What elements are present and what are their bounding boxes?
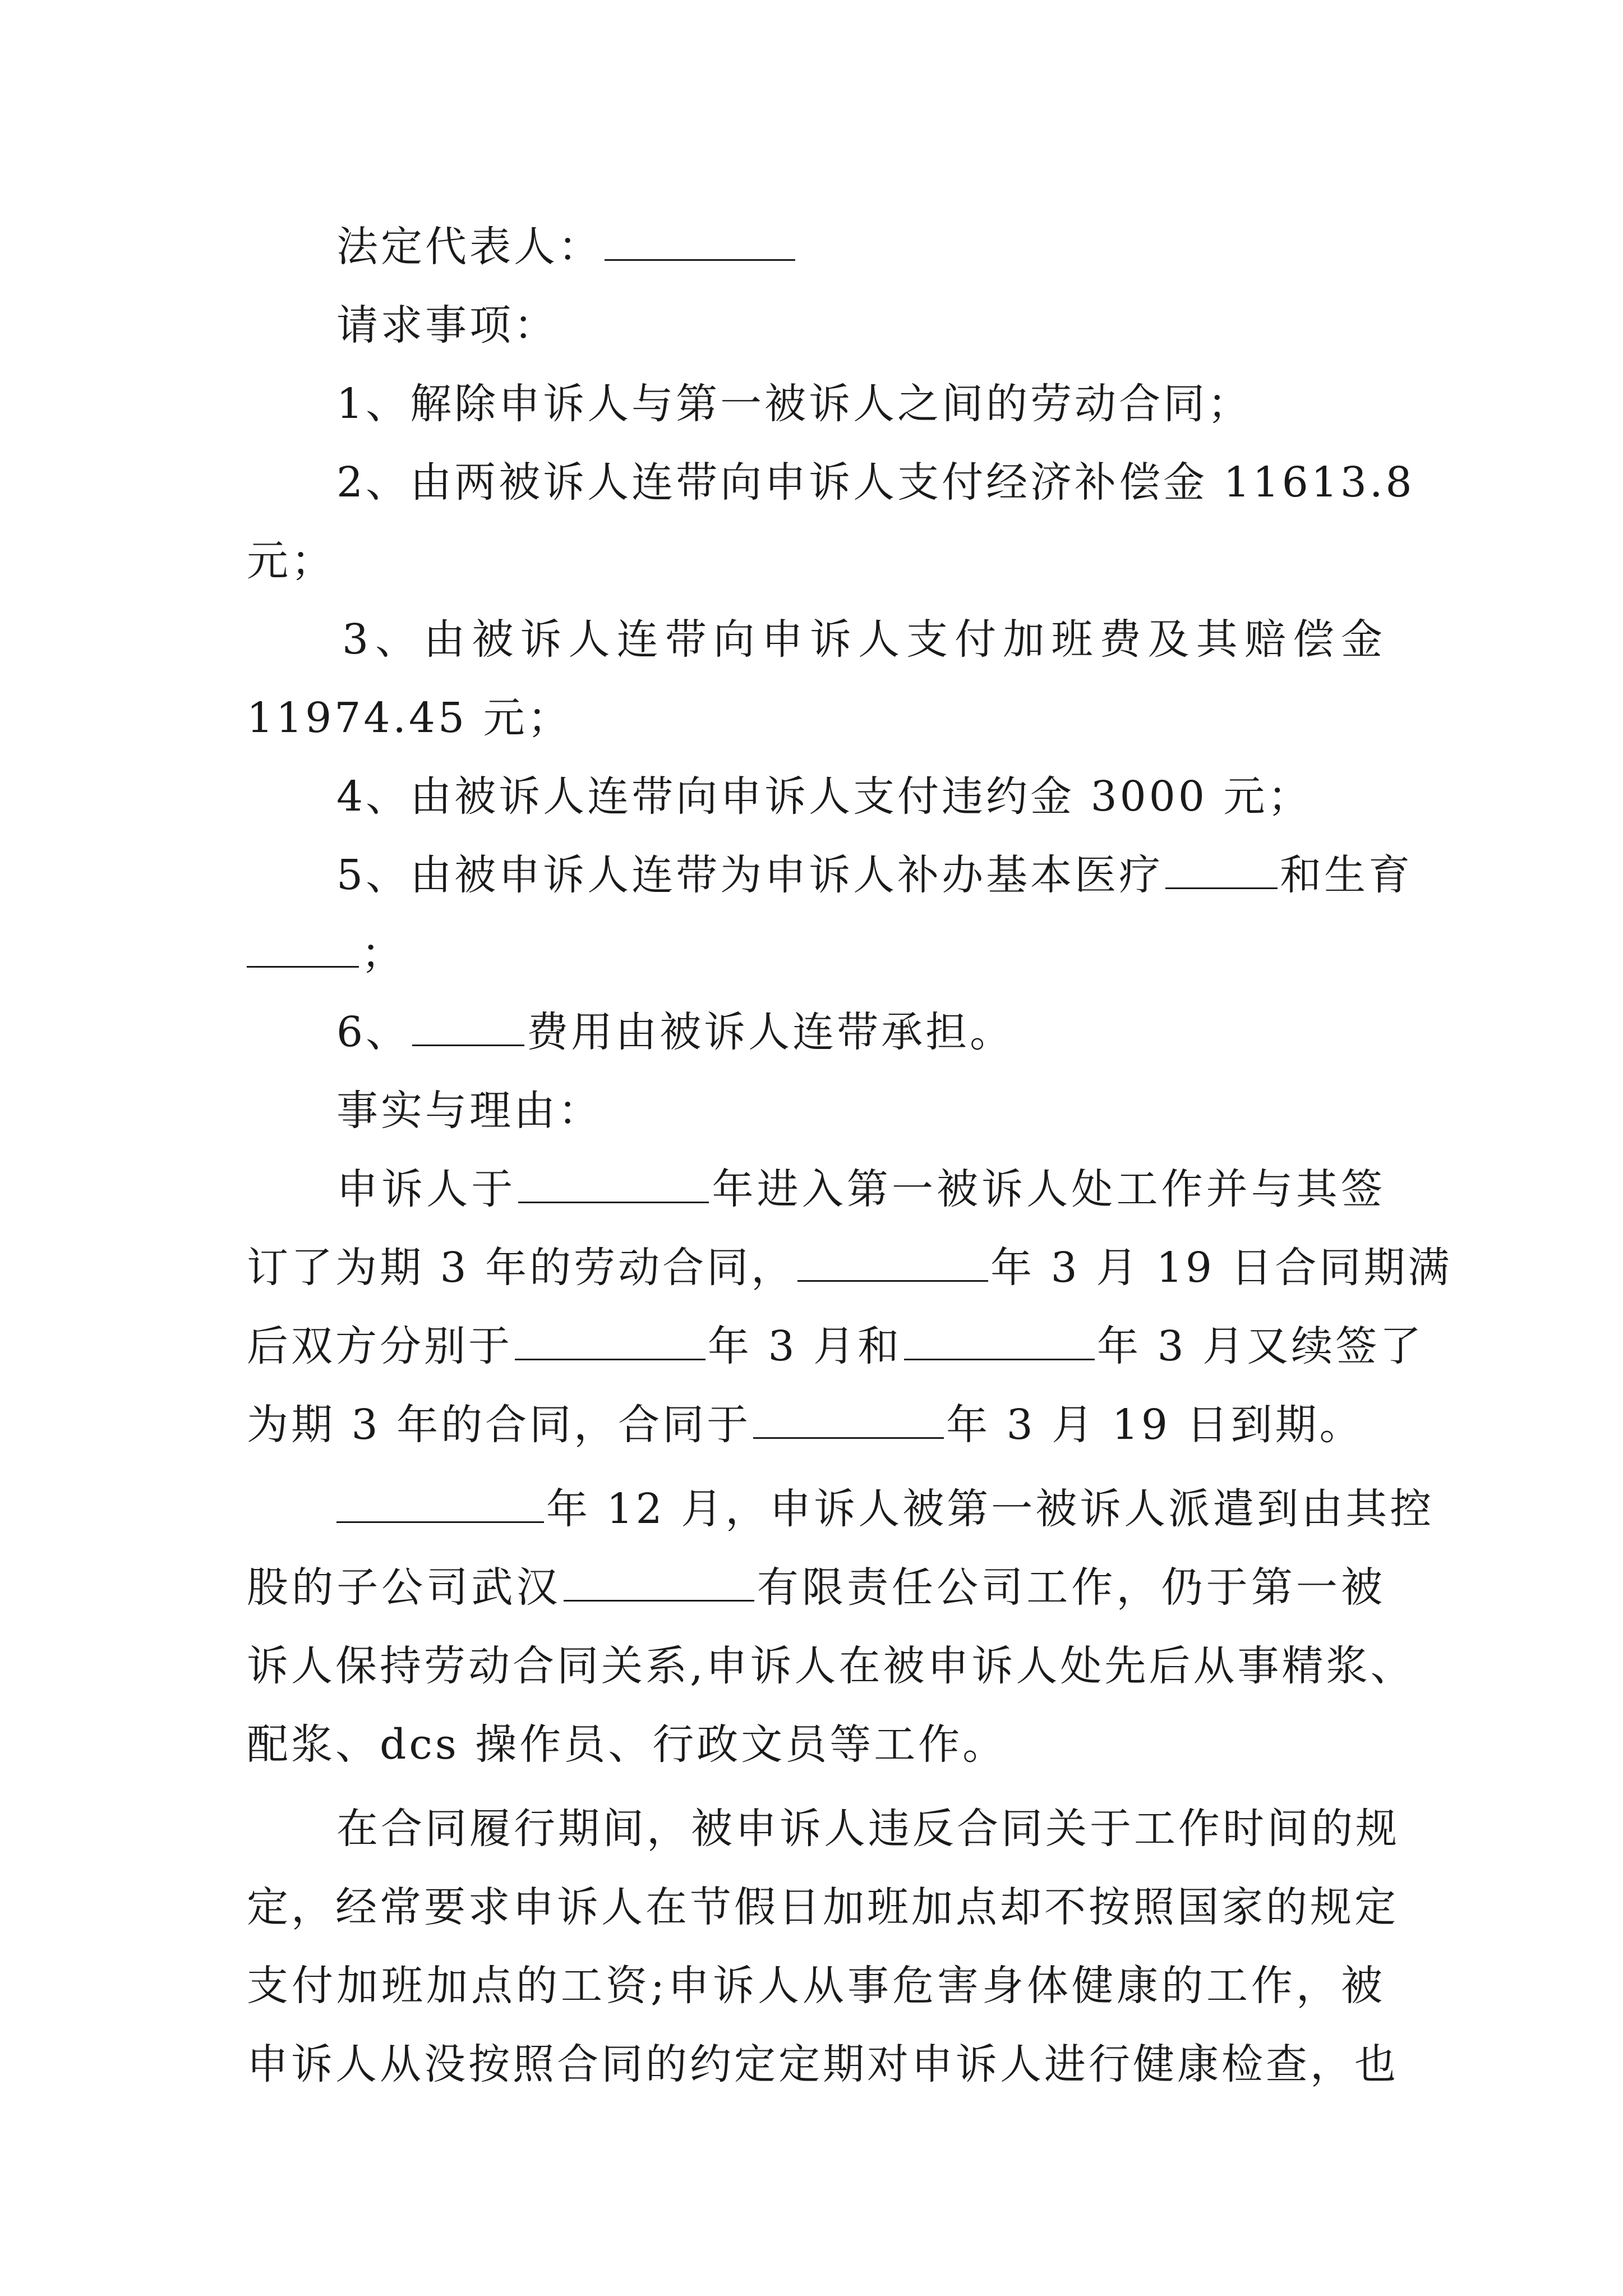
- paragraph-2-line-1: [336, 1470, 1435, 1548]
- request-item-3-line-2: 11974.45 元；: [247, 694, 572, 742]
- blank-field: [336, 1488, 544, 1523]
- text-segment: 年进入第一被诉人处工作并与其签: [711, 1165, 1385, 1213]
- facts-heading: 事实与理由：: [336, 1087, 602, 1135]
- paragraph-1-line-4: [247, 1386, 1385, 1464]
- requests-heading: 请求事项：: [336, 301, 558, 349]
- blank-field: [797, 1246, 988, 1282]
- request-item-5-end: ；: [361, 930, 405, 978]
- text-segment: 订了为期 3 年的劳动合同，: [247, 1244, 796, 1292]
- text-segment: 申诉人于: [336, 1165, 517, 1213]
- paragraph-2-line-4: 配浆、dcs 操作员、行政文员等工作。: [247, 1720, 1007, 1769]
- request-item-6-text-b: 费用由被诉人连带承担。: [527, 1008, 1015, 1056]
- legal-rep-line: [336, 208, 1385, 286]
- request-item-2-line-2: 元；: [247, 537, 335, 585]
- request-item-2-line-1: 2、由两被诉人连带向申诉人支付经济补偿金 11613.8: [336, 458, 1415, 507]
- request-item-5-text-b: 和生育: [1280, 851, 1413, 899]
- blank-field: [1165, 854, 1278, 889]
- blank-field: [753, 1404, 944, 1439]
- paragraph-2-line-3: 诉人保持劳动合同关系,申诉人在被申诉人处先后从事精浆、: [247, 1642, 1415, 1690]
- paragraph-3-line-4: 申诉人从没按照合同的约定定期对申诉人进行健康检查，也: [247, 2040, 1399, 2088]
- paragraph-2-line-2: [247, 1548, 1385, 1627]
- request-item-1: 1、解除申诉人与第一被诉人之间的劳动合同；: [336, 380, 1252, 428]
- blank-field: [247, 932, 359, 968]
- paragraph-3-line-1: 在合同履行期间，被申诉人违反合同关于工作时间的规: [336, 1805, 1400, 1853]
- text-segment: 年 12 月，申诉人被第一被诉人派遣到由其控: [546, 1485, 1435, 1533]
- blank-field: [605, 226, 795, 261]
- request-item-5-text-a: 5、由被申诉人连带为申诉人补办基本医疗: [336, 851, 1164, 899]
- request-item-5-line-2: [247, 914, 1385, 993]
- blank-field: [515, 1325, 706, 1360]
- paragraph-1-line-1: [336, 1150, 1385, 1228]
- paragraph-3-line-3: 支付加班加点的工资;申诉人从事危害身体健康的工作，被: [247, 1962, 1385, 2010]
- paragraph-1-line-2: [247, 1228, 1453, 1307]
- request-item-5-line-1: [336, 836, 1413, 914]
- legal-rep-label: 法定代表人：: [336, 223, 602, 271]
- text-segment: 年 3 月 19 日合同期满: [990, 1244, 1453, 1292]
- blank-field: [904, 1325, 1095, 1360]
- blank-field: [412, 1011, 524, 1046]
- blank-field: [564, 1566, 754, 1602]
- text-segment: 年 3 月又续签了: [1097, 1322, 1424, 1370]
- text-segment: 有限责任公司工作，仍于第一被: [756, 1563, 1386, 1612]
- request-item-6-text-a: 6、: [336, 1008, 411, 1056]
- blank-field: [518, 1168, 709, 1203]
- text-segment: 为期 3 年的合同，合同于: [247, 1401, 751, 1449]
- request-item-3-line-1: 3、由被诉人连带向申诉人支付加班费及其赔偿金: [342, 615, 1385, 664]
- paragraph-3-line-2: 定，经常要求申诉人在节假日加班加点却不按照国家的规定: [247, 1883, 1399, 1931]
- text-segment: 年 3 月和: [708, 1322, 902, 1370]
- request-item-4: 4、由被诉人连带向申诉人支付违约金 3000 元；: [336, 772, 1312, 821]
- paragraph-1-line-3: [247, 1307, 1424, 1386]
- text-segment: 年 3 月 19 日到期。: [946, 1401, 1364, 1449]
- text-segment: 股的子公司武汉: [247, 1563, 561, 1612]
- request-item-6: [336, 993, 1385, 1071]
- text-segment: 后双方分别于: [247, 1322, 513, 1370]
